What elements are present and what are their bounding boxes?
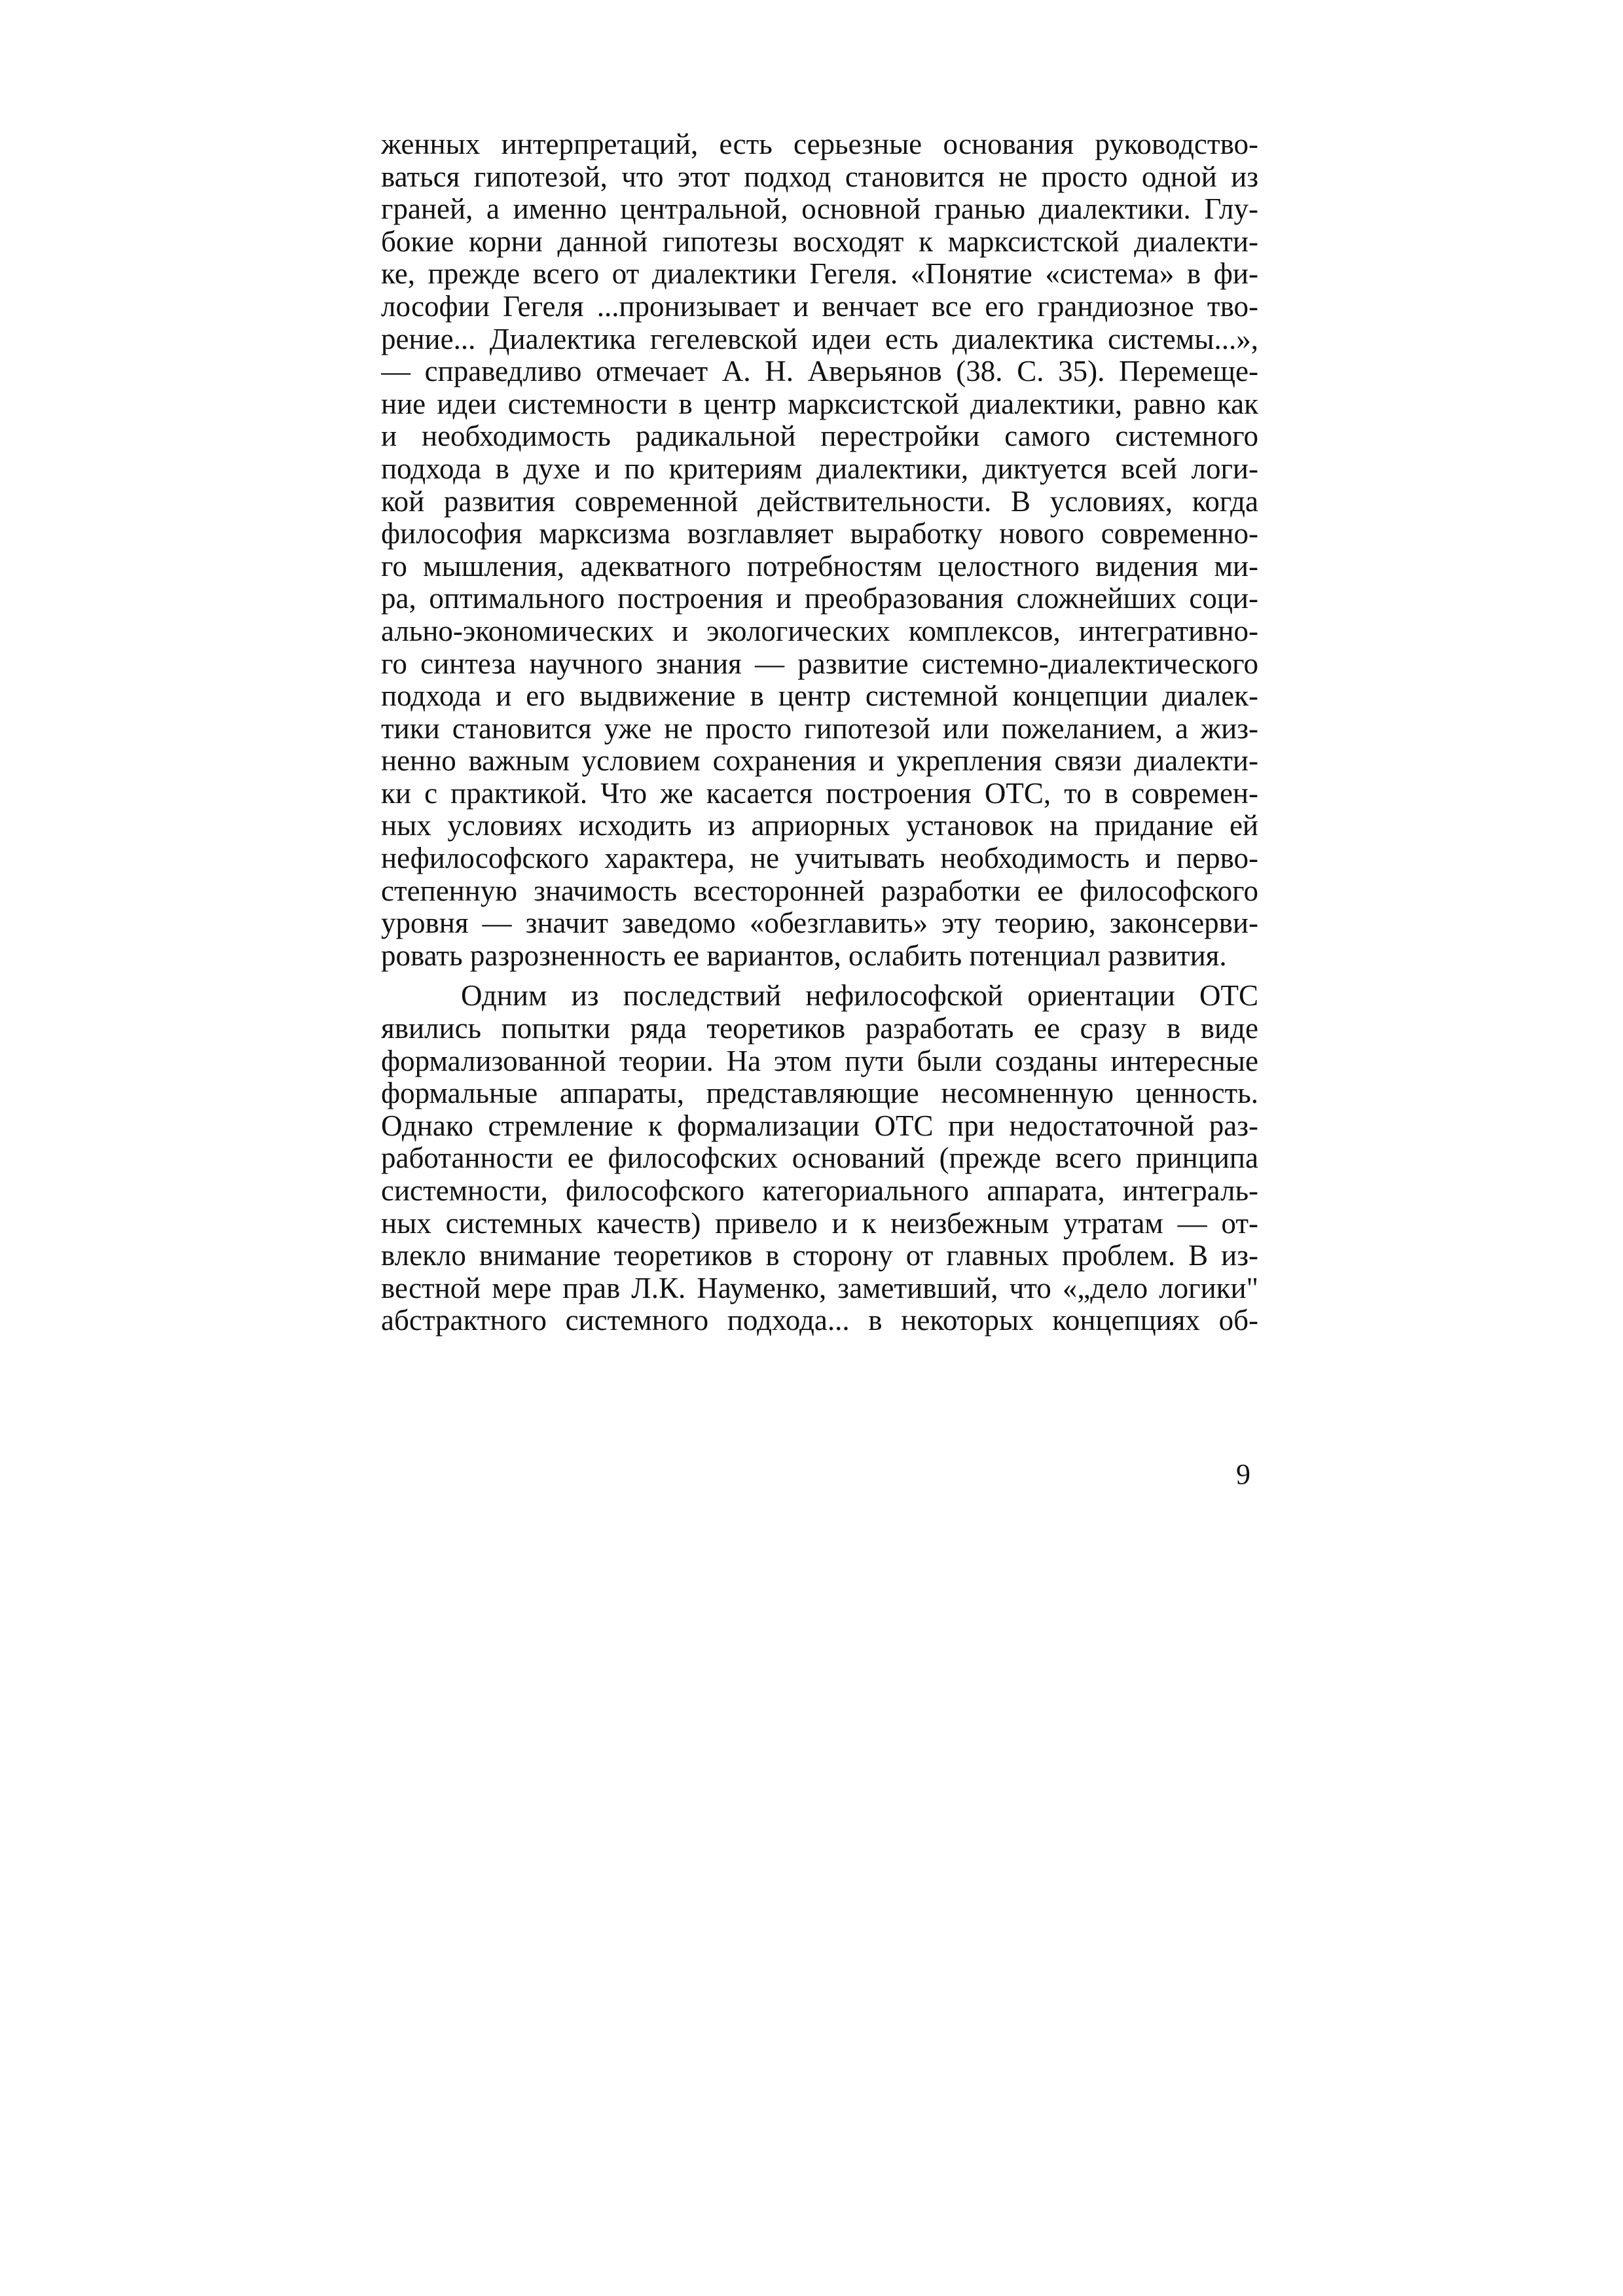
text-line: тики становится уже не просто гипотезой или пожеланием, а жиз-: [381, 712, 1258, 745]
text-line: абстрактного системного подхода... в некоторых концепциях об-: [381, 1304, 1258, 1337]
text-line: ки с практикой. Что же касается построения ОТС, то в современ-: [381, 777, 1258, 810]
text-line: Однако стремление к формализации ОТС при недостаточной раз-: [381, 1109, 1258, 1142]
text-line: ра, оптимального построения и преобразования сложнейших соци-: [381, 583, 1258, 615]
text-line: Одним из последствий нефилософской ориентации ОТС: [461, 980, 1258, 1013]
text-line: лософии Гегеля ...пронизывает и венчает все его грандиозное тво-: [381, 290, 1258, 323]
text-line: уровня — значит заведомо «обезглавить» эту теорию, законсерви-: [381, 907, 1258, 940]
text-line: — справедливо отмечает А. Н. Аверьянов (38. С. 35). Перемеще-: [381, 355, 1258, 388]
text-line: подхода и его выдвижение в центр системной концепции диалек-: [381, 680, 1258, 713]
text-line: ально-экономических и экологических комплексов, интегративно-: [381, 615, 1258, 647]
text-line: философия марксизма возглавляет выработку нового современно-: [381, 518, 1258, 550]
text-line: нефилософского характера, не учитывать необходимость и перво-: [381, 842, 1258, 875]
text-line: го синтеза научного знания — развитие системно-диалектического: [381, 647, 1258, 680]
text-line: женных интерпретаций, есть серьезные основания руководство-: [381, 128, 1258, 160]
body-text: [381, 128, 1258, 1337]
text-line: ных условиях исходить из априорных установок на придание ей: [381, 810, 1258, 842]
paragraph-gap: [381, 972, 1258, 980]
text-line: ровать разрозненность ее вариантов, ослабить потенциал развития.: [381, 939, 1227, 972]
text-line: рение... Диалектика гегелевской идеи есть диалектика системы...»,: [381, 323, 1258, 355]
text-line: системности, философского категориального аппарата, интеграль-: [381, 1175, 1258, 1207]
text-line: бокие корни данной гипотезы восходят к марксистской диалекти-: [381, 225, 1258, 258]
text-line: формализованной теории. На этом пути были созданы интересные: [381, 1045, 1258, 1077]
text-line: вестной мере прав Л.К. Науменко, заметивший, что «„дело логики": [381, 1272, 1258, 1304]
text-line: ваться гипотезой, что этот подход становится не просто одной из: [381, 160, 1258, 193]
text-line: граней, а именно центральной, основной гранью диалектики. Глу-: [381, 193, 1258, 226]
text-line: степенную значимость всесторонней разработки ее философского: [381, 874, 1258, 907]
text-line: го мышления, адекватного потребностям целостного видения ми-: [381, 550, 1258, 583]
text-line: подхода в духе и по критериям диалектики, диктуется всей логи-: [381, 452, 1258, 485]
text-line: ке, прежде всего от диалектики Гегеля. «Понятие «система» в фи-: [381, 258, 1258, 291]
text-line: кой развития современной действительности. В условиях, когда: [381, 485, 1258, 518]
text-line: ние идеи системности в центр марксистской диалектики, равно как: [381, 387, 1258, 420]
text-line: и необходимость радикальной перестройки самого системного: [381, 420, 1258, 453]
text-line: влекло внимание теоретиков в сторону от главных проблем. В из-: [381, 1240, 1258, 1272]
text-line: ненно важным условием сохранения и укрепления связи диалекти-: [381, 745, 1258, 778]
text-line: работанности ее философских оснований (прежде всего принципа: [381, 1142, 1258, 1175]
text-line: явились попытки ряда теоретиков разработать ее сразу в виде: [381, 1013, 1258, 1045]
text-line: ных системных качеств) привело и к неизбежным утратам — от-: [381, 1207, 1258, 1240]
page-number: 9: [1236, 1458, 1250, 1490]
text-line: формальные аппараты, представляющие несомненную ценность.: [381, 1077, 1258, 1110]
